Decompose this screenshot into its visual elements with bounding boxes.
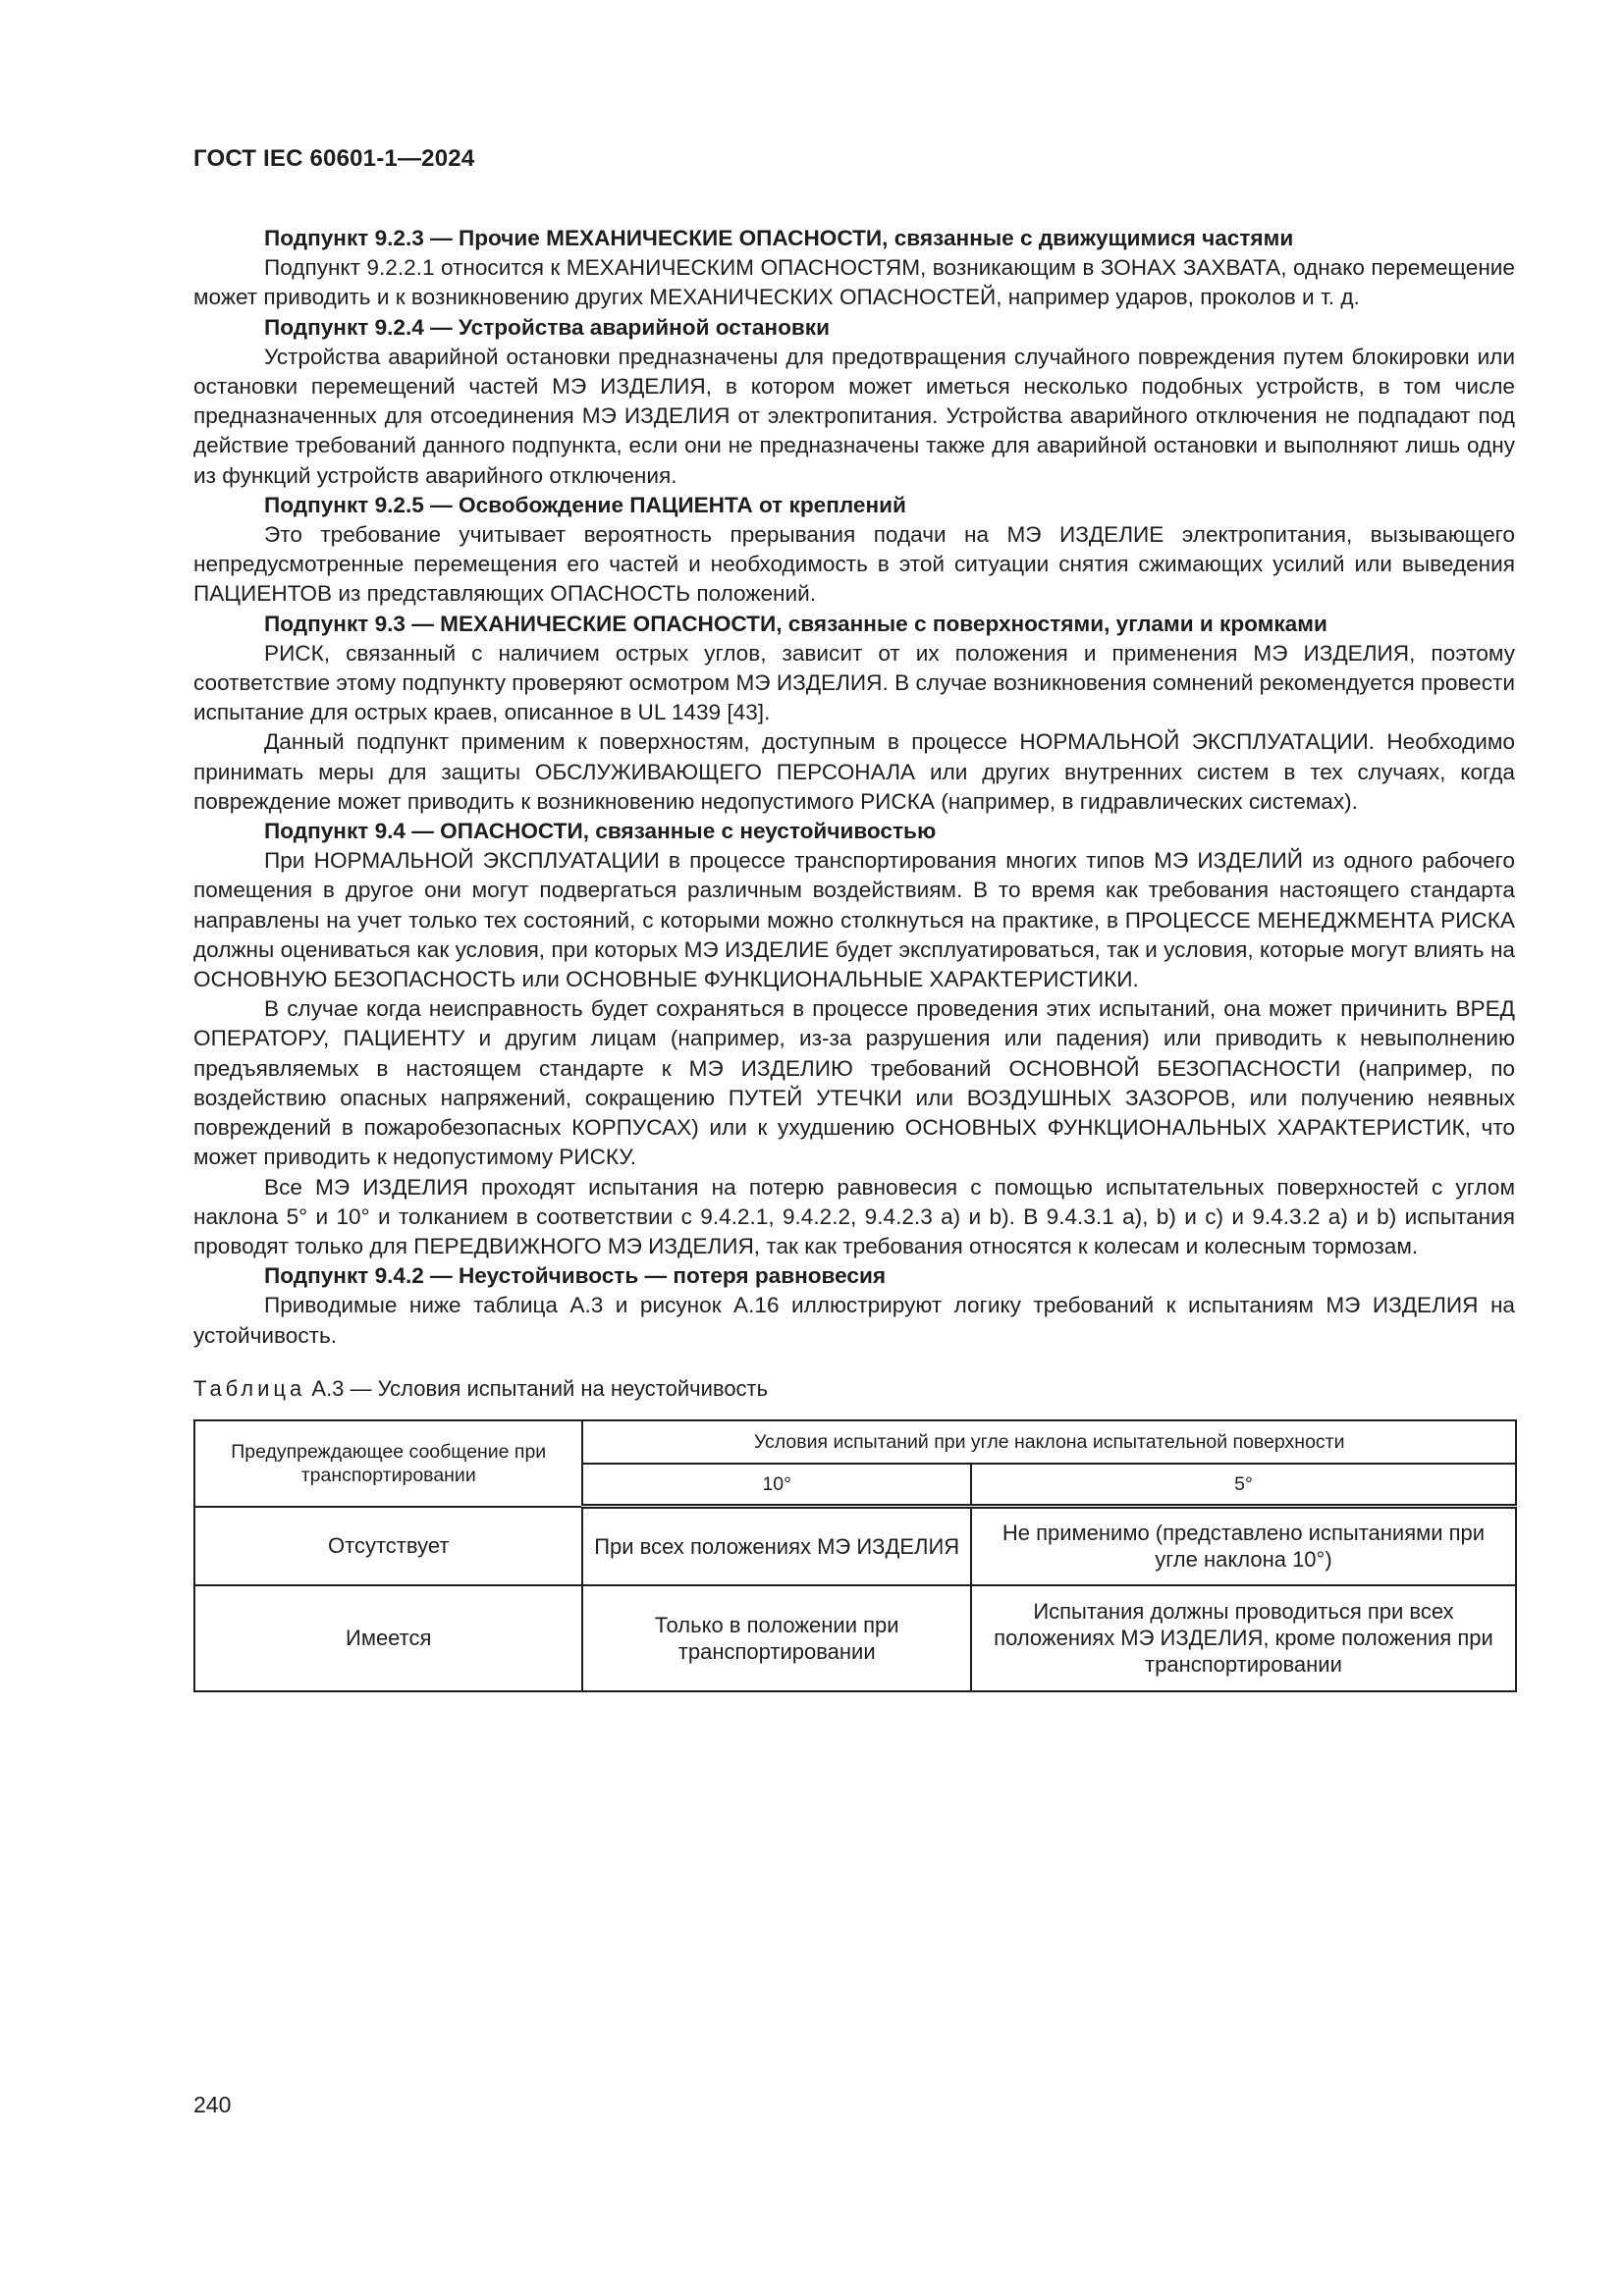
page-content — [193, 224, 1515, 1692]
paragraph: Подпункт 9.2.2.1 относится к МЕХАНИЧЕСКИМ ОПАСНОСТЯМ, возникающим в ЗОНАХ ЗАХВАТА, однако перемещение может приводить и к возникновению других МЕХАНИЧЕСКИХ ОПАСНОСТЕЙ, например ударов, проколов и т. д. — [193, 255, 1515, 310]
section-heading: Подпункт 9.4.2 — Неустойчивость — потеря равновесия — [264, 1263, 887, 1289]
paragraph: Данный подпункт применим к поверхностям, доступным в процессе НОРМАЛЬНОЙ ЭКСПЛУАТАЦИИ. Необходимо принимать меры для защиты ОБСЛУЖИВАЮЩЕГО ПЕРСОНАЛА или других внутренних систем в тех случаях, когда повреждение может приводить к возникновению недопустимого РИСКА (например, в гидравлических системах). — [193, 729, 1515, 814]
deg10-cell: При всех положениях МЭ ИЗДЕЛИЯ — [582, 1507, 971, 1585]
deg10-cell: Только в положении при транспортировании — [582, 1585, 971, 1691]
section-heading: Подпункт 9.2.3 — Прочие МЕХАНИЧЕСКИЕ ОПАСНОСТИ, связанные с движущимися частями — [264, 226, 1294, 250]
table-row — [194, 1507, 1516, 1585]
warning-cell: Имеется — [194, 1585, 582, 1691]
deg5-cell: Испытания должны проводиться при всех положениях МЭ ИЗДЕЛИЯ, кроме положения при транспортировании — [971, 1585, 1516, 1691]
header-5-degree-cell: 5° — [971, 1464, 1516, 1507]
paragraph: Все МЭ ИЗДЕЛИЯ проходят испытания на потерю равновесия с помощью испытательных поверхностей с углом наклона 5° и 10° и толканием в соответствии с 9.4.2.1, 9.4.2.2, 9.4.2.3 a) и b). В 9.4.3.1 a), b) и c) и 9.4.3.2 a) и b) испытания проводят только для ПЕРЕДВИЖНОГО МЭ ИЗДЕЛИЯ, так как требования относятся к колесам и колесным тормозам. — [193, 1174, 1515, 1258]
table-header-row — [194, 1420, 1516, 1464]
table-row — [194, 1585, 1516, 1691]
header-conditions-cell: Условия испытаний при угле наклона испытательной поверхности — [582, 1420, 1516, 1464]
header-10-degree-cell: 10° — [582, 1464, 971, 1507]
paragraph: В случае когда неисправность будет сохраняться в процессе проведения этих испытаний, она может причинить ВРЕД ОПЕРАТОРУ, ПАЦИЕНТУ и другим лицам (например, из-за разрушения или падения) или приводить к невыполнению предъявляемых в настоящем стандарте к МЭ ИЗДЕЛИЮ требований ОСНОВНОЙ БЕЗОПАСНОСТИ (например, по воздействию опасных напряжений, сокращению ПУТЕЙ УТЕЧКИ или ВОЗДУШНЫХ ЗАЗОРОВ, или получению неявных повреждений в пожаробезопасных КОРПУСАХ) или к ухудшению ОСНОВНЫХ ФУНКЦИОНАЛЬНЫХ ХАРАКТЕРИСТИК, что может приводить к недопустимому РИСКУ. — [193, 996, 1515, 1170]
header-warning-cell: Предупреждающее сообщение при транспортировании — [194, 1420, 582, 1507]
table-caption-label: Таблица — [193, 1375, 306, 1401]
document-header: ГОСТ IEC 60601-1—2024 — [193, 145, 475, 172]
section-heading: Подпункт 9.2.5 — Освобождение ПАЦИЕНТА от креплений — [264, 492, 906, 517]
paragraph: Приводимые ниже таблица А.3 и рисунок А.16 иллюстрируют логику требований к испытаниям МЭ ИЗДЕЛИЯ на устойчивость. — [193, 1293, 1515, 1348]
section-heading: Подпункт 9.3 — МЕХАНИЧЕСКИЕ ОПАСНОСТИ, связанные с поверхностями, углами и кромками — [264, 611, 1327, 636]
paragraph: Это требование учитывает вероятность прерывания подачи на МЭ ИЗДЕЛИЕ электропитания, вызывающего непредусмотренные перемещения его частей и необходимость в этой ситуации снятия сжимающих усилий или выведения ПАЦИЕНТОВ из представляющих ОПАСНОСТЬ положений. — [193, 522, 1515, 607]
page-number: 240 — [193, 2092, 232, 2117]
table-caption-text: А.3 — Условия испытаний на неустойчивость — [311, 1375, 769, 1401]
paragraph: Устройства аварийной остановки предназначены для предотвращения случайного повреждения путем блокировки или остановки перемещений частей МЭ ИЗДЕЛИЯ, в котором может иметься несколько подобных устройств, в том числе предназначенных для отсоединения МЭ ИЗДЕЛИЯ от электропитания. Устройства аварийного отключения не подпадают под действие требований данного подпункта, если они не предназначены также для аварийной остановки и выполняют лишь одну из функций устройств аварийного отключения. — [193, 344, 1515, 488]
section-heading: Подпункт 9.2.4 — Устройства аварийной остановки — [264, 314, 830, 340]
warning-cell: Отсутствует — [194, 1507, 582, 1585]
table-caption — [193, 1374, 1515, 1404]
paragraph: При НОРМАЛЬНОЙ ЭКСПЛУАТАЦИИ в процессе транспортирования многих типов МЭ ИЗДЕЛИЙ из одного рабочего помещения в другое они могут подвергаться различным воздействиям. В то время как требования настоящего стандарта направлены на учет только тех состояний, с которыми можно столкнуться на практике, в ПРОЦЕССЕ МЕНЕДЖМЕНТА РИСКА должны оцениваться как условия, при которых МЭ ИЗДЕЛИЕ будет эксплуатироваться, так и условия, которые могут влиять на ОСНОВНУЮ БЕЗОПАСНОСТЬ или ОСНОВНЫЕ ФУНКЦИОНАЛЬНЫЕ ХАРАКТЕРИСТИКИ. — [193, 848, 1515, 992]
paragraph: РИСК, связанный с наличием острых углов, зависит от их положения и применения МЭ ИЗДЕЛИЯ, поэтому соответствие этому подпункту проверяют осмотром МЭ ИЗДЕЛИЯ. В случае возникновения сомнений рекомендуется провести испытание для острых краев, описанное в UL 1439 [43]. — [193, 640, 1515, 725]
section-heading: Подпункт 9.4 — ОПАСНОСТИ, связанные с неустойчивостью — [264, 819, 937, 844]
deg5-cell: Не применимо (представлено испытаниями при угле наклона 10°) — [971, 1507, 1516, 1585]
test-conditions-table — [193, 1419, 1517, 1692]
